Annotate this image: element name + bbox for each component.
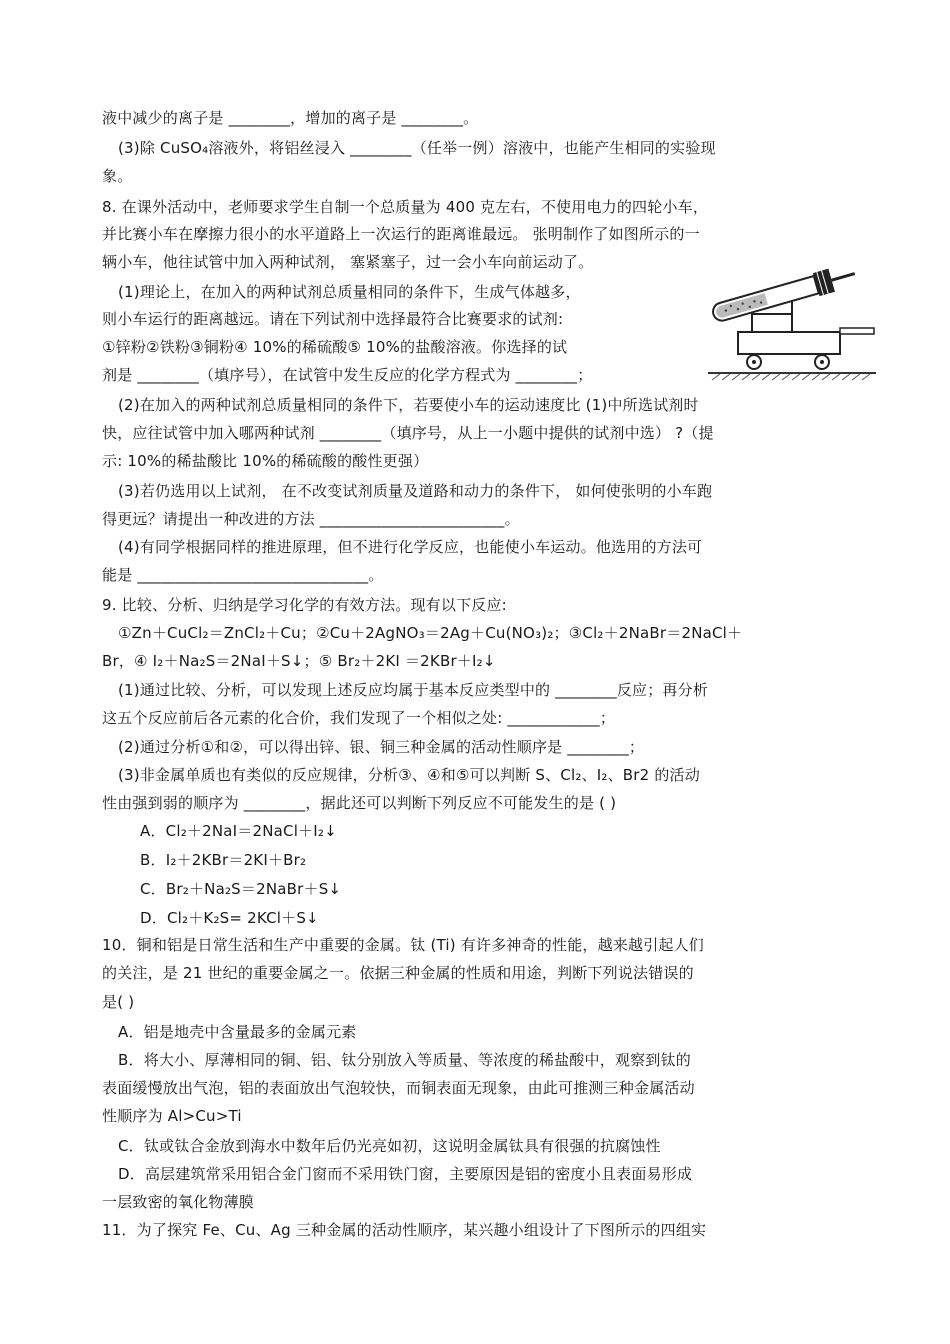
text-line: 象。 (102, 167, 133, 185)
text-line: ①锌粉②铁粉③铜粉④ 10%的稀硫酸⑤ 10%的盐酸溶液。你选择的试 (102, 338, 568, 356)
text-line: (1)理论上，在加入的两种试剂总质量相同的条件下，生成气体越多， (118, 283, 581, 301)
option-a: A．铝是地壳中含量最多的金属元素 (118, 1023, 357, 1041)
question-8-stem: 8. 在课外活动中，老师要求学生自制一个总质量为 400 克左右，不使用电力的四轮小车， (102, 198, 709, 216)
question-9-stem: 9. 比较、分析、归纳是学习化学的有效方法。现有以下反应: (102, 596, 507, 614)
option-d: D．Cl₂＋K₂S= 2KCl＋S↓ (140, 909, 319, 927)
text-line: 液中减少的离子是 ________，增加的离子是 ________。 (102, 109, 479, 127)
option-c: C．钛或钛合金放到海水中数年后仍光亮如初，这说明金属钛具有很强的抗腐蚀性 (118, 1137, 661, 1155)
text-line: 辆小车，他往试管中加入两种试剂， 塞紧塞子，过一会小车向前运动了。 (102, 253, 594, 271)
text-line: (3)若仍选用以上试剂， 在不改变试剂质量及道路和动力的条件下， 如何使张明的小车跑 (118, 482, 713, 500)
text-line: 性由强到弱的顺序为 ________，据此还可以判断下列反应不可能发生的是 ( ) (102, 794, 617, 812)
option-d: D．高层建筑常采用铝合金门窗而不采用铁门窗，主要原因是铝的密度小且表面易形成 (118, 1165, 693, 1183)
text-line: 性顺序为 Al>Cu>Ti (102, 1107, 242, 1125)
option-c: C．Br₂＋Na₂S＝2NaBr＋S↓ (140, 880, 342, 898)
text-line: 是( ) (102, 993, 135, 1011)
question-10-stem: 10．铜和铝是日常生活和生产中重要的金属。钛 (Ti) 有许多神奇的性能，越来越引起人们 (102, 936, 704, 954)
text-line: (3)非金属单质也有类似的反应规律，分析③、④和⑤可以判断 S、Cl₂、I₂、Br2 的活动 (118, 766, 700, 784)
text-line: (3)除 CuSO₄溶液外，将铝丝浸入 ________（任举一例）溶液中，也能产生相同的实验现 (118, 139, 716, 157)
text-line: (4)有同学根据同样的推进原理，但不进行化学反应，也能使小车运动。他选用的方法可 (118, 538, 703, 556)
text-line: 表面缓慢放出气泡，铝的表面放出气泡较快，而铜表面无现象，由此可推测三种金属活动 (102, 1079, 695, 1097)
text-line: 一层致密的氧化物薄膜 (102, 1193, 255, 1211)
text-line: (2)在加入的两种试剂总质量相同的条件下，若要使小车的运动速度比 (1)中所选试剂时 (118, 396, 699, 414)
option-b: B．将大小、厚薄相同的铜、铝、钛分别放入等质量、等浓度的稀盐酸中，观察到钛的 (118, 1051, 691, 1069)
text-line: 剂是 ________（填序号），在试管中发生反应的化学方程式为 ________； (102, 366, 593, 384)
text-line: 快，应往试管中加入哪两种试剂 ________（填序号，从上一小题中提供的试剂中选） ?（提 (102, 424, 714, 442)
text-line: 这五个反应前后各元素的化合价，我们发现了一个相似之处: ____________； (102, 709, 616, 727)
text-line: 的关注，是 21 世纪的重要金属之一。依据三种金属的性质和用途，判断下列说法错误的 (102, 964, 694, 982)
text-line: 能是 ______________________________。 (102, 566, 384, 584)
text-line: 得更远？请提出一种改进的方法 ________________________。 (102, 510, 520, 528)
text-line: 则小车运行的距离越远。请在下列试剂中选择最符合比赛要求的试剂: (102, 310, 564, 328)
text-line: 并比赛小车在摩擦力很小的水平道路上一次运行的距离谁最远。 张明制作了如图所示的一 (102, 225, 700, 243)
text-line: 示: 10%的稀盐酸比 10%的稀硫酸的酸性更强） (102, 452, 429, 470)
reaction-line: Br，④ I₂＋Na₂S＝2NaI＋S↓；⑤ Br₂＋2KI ＝2KBr＋I₂↓ (102, 652, 496, 670)
text-line: (2)通过分析①和②，可以得出锌、银、铜三种金属的活动性顺序是 ________； (118, 738, 645, 756)
question-11-stem: 11．为了探究 Fe、Cu、Ag 三种金属的活动性顺序，某兴趣小组设计了下图所示的四组实 (102, 1221, 707, 1239)
reaction-line: ①Zn＋CuCl₂＝ZnCl₂＋Cu；②Cu＋2AgNO₃＝2Ag＋Cu(NO₃)₂；③Cl₂＋2NaBr＝2NaCl＋ (118, 624, 743, 642)
option-a: A．Cl₂＋2NaI＝2NaCl＋I₂↓ (140, 822, 337, 840)
option-b: B．I₂＋2KBr＝2KI＋Br₂ (140, 851, 307, 869)
car-figure (706, 254, 878, 382)
text-line: (1)通过比较、分析，可以发现上述反应均属于基本反应类型中的 ________反应；再分析 (118, 681, 709, 699)
